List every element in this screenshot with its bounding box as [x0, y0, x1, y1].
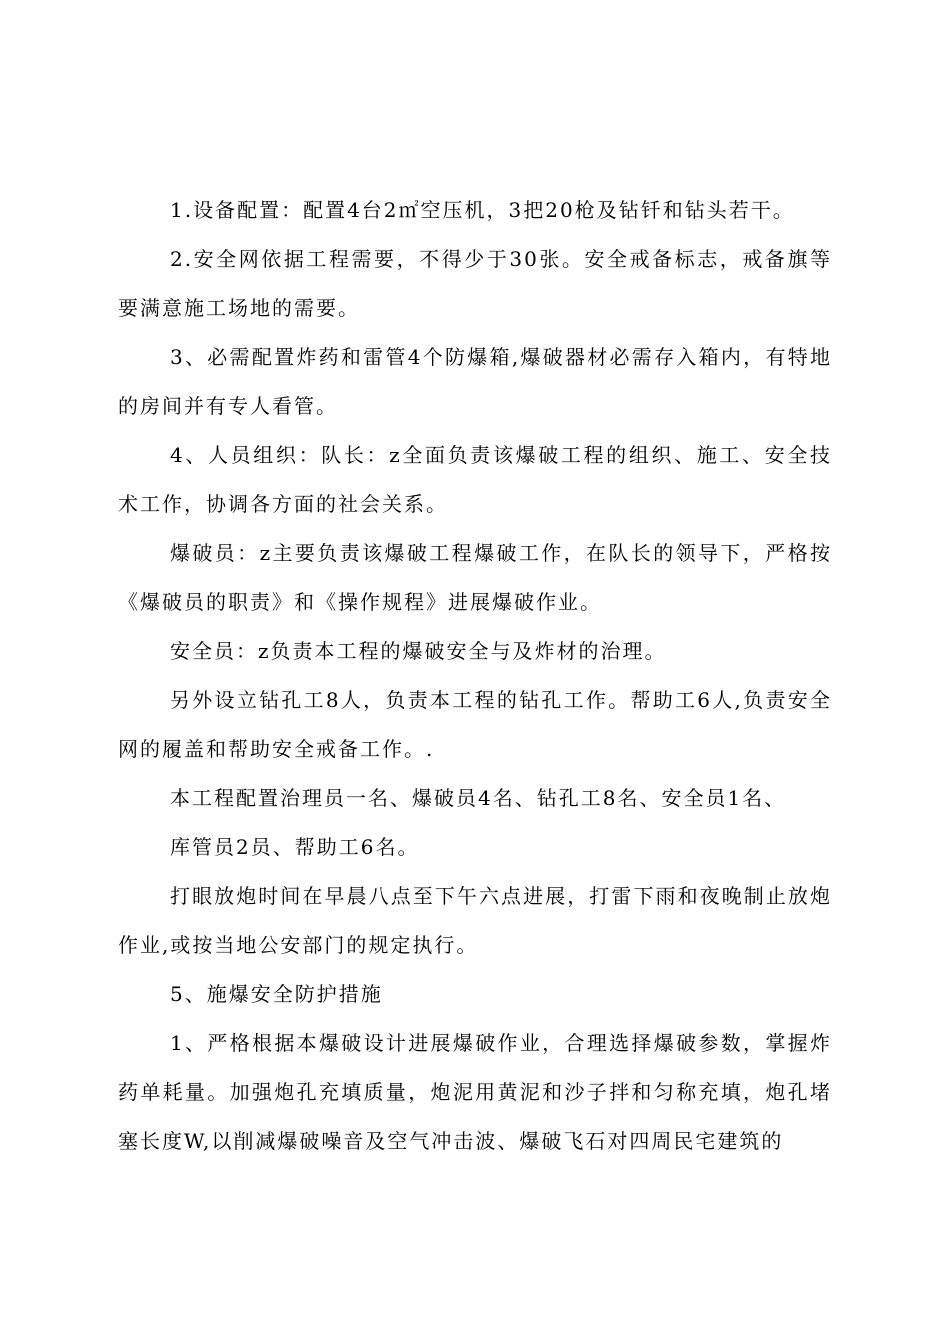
section-heading-safety-measures: 5、施爆安全防护措施 [170, 982, 383, 1006]
paragraph-blasting-design: 1、严格根据本爆破设计进展爆破作业，合理选择爆破参数，掌握炸药单耗量。加强炮孔充填质量，炮泥用黄泥和沙子拌和匀称充填，炮孔堵塞长度W,以削减爆破噪音及空气冲击波、爆破飞石对四周民宅建筑的 [118, 1031, 832, 1153]
paragraph-drilling-workers: 另外设立钻孔工8人，负责本工程的钻孔工作。帮助工6人,负责安全网的履盖和帮助安全戒备工作。. [118, 688, 832, 761]
paragraph-staffing-line-1: 本工程配置治理员一名、爆破员4名、钻孔工8名、安全员1名、 [170, 786, 787, 810]
document-body [118, 186, 832, 1166]
paragraph-personnel-organization: 4、人员组织：队长：z全面负责该爆破工程的组织、施工、安全技术工作，协调各方面的社会关系。 [118, 443, 832, 516]
paragraph-explosives-storage: 3、必需配置炸药和雷管4个防爆箱,爆破器材必需存入箱内，有特地的房间并有专人看管。 [118, 345, 832, 418]
paragraph-blasting-hours: 打眼放炮时间在早晨八点至下午六点进展，打雷下雨和夜晚制止放炮作业,或按当地公安部门的规定执行。 [118, 884, 832, 957]
paragraph-blaster-duties: 爆破员：z主要负责该爆破工程爆破工作，在队长的领导下，严格按《爆破员的职责》和《操作规程》进展爆破作业。 [118, 541, 832, 614]
paragraph-safety-officer: 安全员：z负责本工程的爆破安全与及炸材的治理。 [170, 639, 667, 663]
paragraph-equipment-config: 1.设备配置：配置4台2㎡空压机，3把20枪及钻钎和钻头若干。 [170, 198, 795, 222]
paragraph-safety-net: 2.安全网依据工程需要，不得少于30张。安全戒备标志，戒备旗等要满意施工场地的需要。 [118, 247, 832, 320]
paragraph-staffing-line-2: 库管员2员、帮助工6名。 [170, 835, 420, 859]
